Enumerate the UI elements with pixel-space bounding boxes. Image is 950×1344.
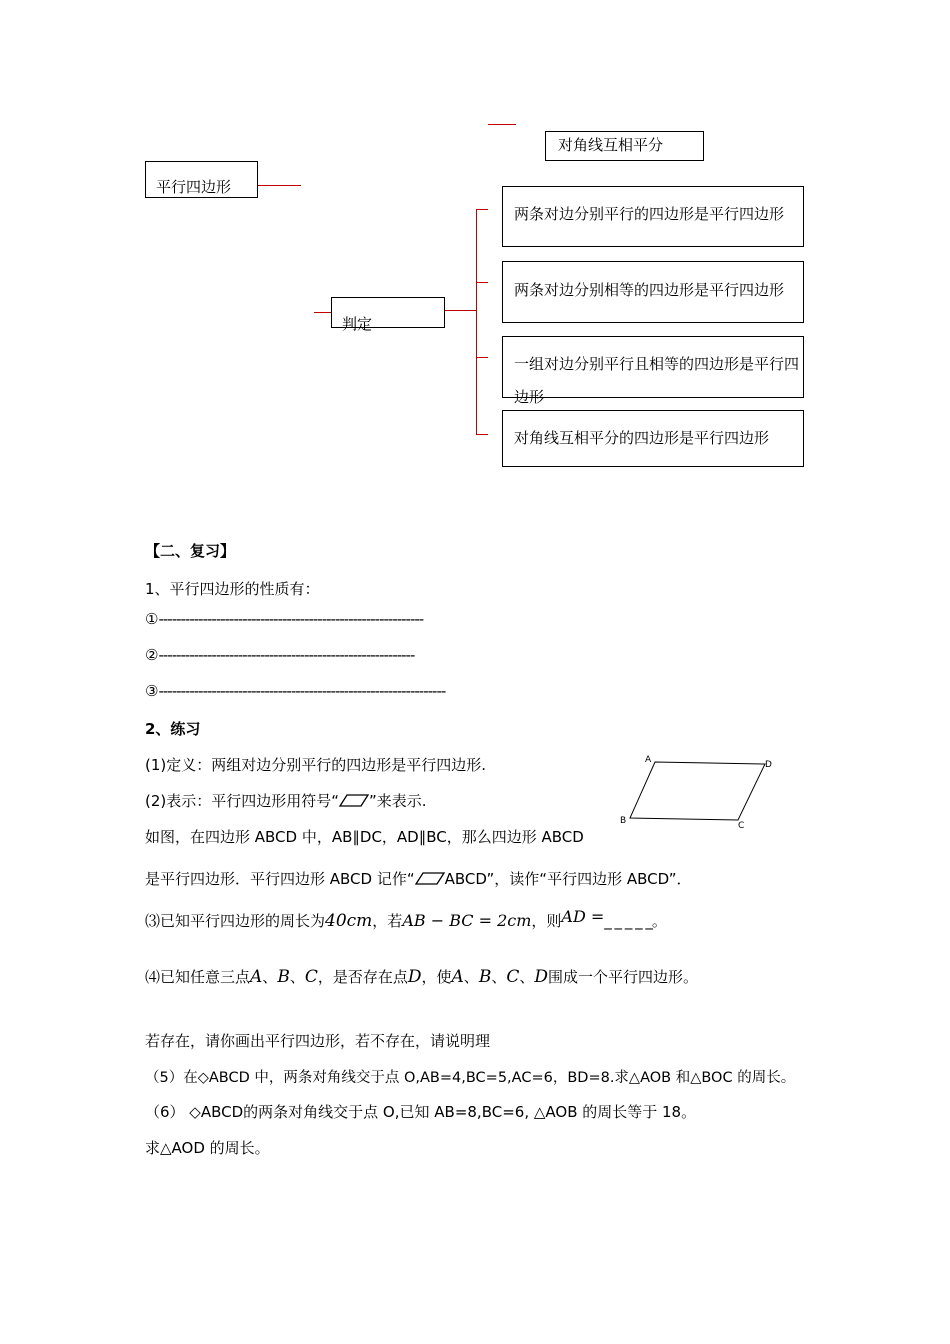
practice-notation-example: [145, 868, 692, 889]
bracket-tick: [476, 209, 488, 210]
blank-dashes-2: ----------------------------------------------------------: [158, 646, 415, 664]
q4-sep: 、: [262, 968, 278, 986]
notation-text-b: ”来表示.: [369, 792, 427, 810]
parallelogram-symbol-icon: [415, 872, 445, 886]
blank-marker-3: ③: [145, 682, 159, 700]
q4-text-c: ，使: [421, 968, 452, 986]
q4-point-a2: A: [451, 967, 464, 987]
blank-line-2: [145, 646, 414, 664]
q4-text-d: 围成一个平行四边形。: [548, 968, 699, 986]
vertex-label-c: C: [738, 821, 745, 831]
bracket-line: [476, 209, 477, 434]
practice-question-6: （6） ◇ABCD的两条对角线交于点 O,已知 AB=8,BC=6, △AOB 的周长等于 18。: [145, 1103, 697, 1121]
connector-line: [488, 124, 516, 125]
q4-point-c: C: [304, 967, 318, 987]
diagonal-box: [545, 131, 704, 161]
parallelogram-box: [145, 161, 258, 198]
practice-definition: (1)定义：两组对边分别平行的四边形是平行四边形.: [145, 756, 487, 774]
parallelogram-figure: [615, 750, 775, 830]
q4-point-b: B: [277, 967, 290, 987]
blank-marker-1: ①: [145, 610, 159, 628]
criterion-text-4: 对角线互相平分的四边形是平行四边形: [514, 429, 770, 447]
practice-notation: [145, 790, 427, 811]
practice-question-6-cont: 求△AOD 的周长。: [145, 1139, 270, 1157]
bracket-tick: [476, 434, 488, 435]
criterion-text-1: 两条对边分别平行的四边形是平行四边形: [514, 205, 785, 223]
q3-text-a: ⑶已知平行四边形的周长为: [145, 912, 326, 930]
parallelogram-symbol-icon: [339, 794, 369, 808]
q4-point-d: D: [407, 967, 422, 987]
blank-line-1: [145, 610, 423, 628]
q3-blank: _ _ _ _ _: [604, 912, 652, 930]
practice-figure-intro: 如图，在四边形 ABCD 中，AB∥DC，AD∥BC，那么四边形 ABCD: [145, 828, 584, 846]
bracket-tick: [476, 357, 488, 358]
q4-sep: 、: [491, 968, 507, 986]
vertex-label-d: D: [765, 760, 772, 770]
q3-text-c: ，则: [531, 912, 562, 930]
notation-example-b: ABCD”，读作“平行四边形 ABCD”．: [444, 870, 692, 888]
parallelogram-box-label: 平行四边形: [156, 178, 232, 196]
practice-question-5: （5）在◇ABCD 中，两条对角线交于点 O,AB=4,BC=5,AC=6，BD=8.求△AOB 和△BOC 的周长。: [145, 1070, 796, 1086]
q4-sep: 、: [289, 968, 305, 986]
judge-box: [331, 297, 445, 333]
practice-heading: 2、练习: [145, 720, 201, 738]
q4-point-a: A: [250, 967, 263, 987]
q4-point-d2: D: [534, 967, 548, 987]
blank-marker-2: ②: [145, 646, 159, 664]
blank-dashes-3: -----------------------------------------------------------------: [158, 682, 446, 700]
criterion-text-3: 一组对边分别平行且相等的四边形是平行四边形: [514, 355, 800, 406]
vertex-label-a: A: [645, 755, 652, 765]
q3-text-b: ，若: [372, 912, 403, 930]
q4-sep: 、: [463, 968, 479, 986]
notation-text-a: (2)表示：平行四边形用符号“: [145, 792, 340, 810]
blank-dashes-1: ------------------------------------------------------------: [158, 610, 424, 628]
criterion-text-2: 两条对边分别相等的四边形是平行四边形: [514, 281, 785, 299]
q3-ad: AD =: [561, 907, 605, 926]
bracket-tick: [476, 282, 488, 283]
practice-question-4-cont: 若存在，请你画出平行四边形，若不存在，请说明理: [145, 1032, 491, 1050]
q3-perimeter: 40cm: [325, 911, 373, 931]
connector-line: [445, 310, 476, 311]
blank-line-3: [145, 682, 445, 700]
connector-line: [314, 312, 331, 313]
q4-text-b: ，是否存在点: [317, 968, 408, 986]
q4-point-c2: C: [506, 967, 520, 987]
diagonal-box-label: 对角线互相平分: [558, 136, 664, 154]
practice-question-4: [145, 966, 698, 987]
review-question-1: 1、平行四边形的性质有：: [145, 580, 320, 598]
q3-equation: AB − BC = 2cm: [402, 911, 532, 930]
review-heading: 【二、复习】: [145, 542, 236, 560]
q4-sep: 、: [519, 968, 535, 986]
vertex-label-b: B: [620, 816, 627, 826]
q4-text-a: ⑷已知任意三点: [145, 968, 251, 986]
notation-example-a: 是平行四边形．平行四边形 ABCD 记作“: [145, 870, 415, 888]
q3-text-d: 。: [651, 912, 667, 930]
q4-point-b2: B: [478, 967, 492, 987]
connector-line: [258, 185, 301, 186]
parallelogram-shape: [630, 762, 765, 820]
practice-question-3: [145, 907, 667, 931]
judge-box-label: 判定: [342, 315, 373, 333]
